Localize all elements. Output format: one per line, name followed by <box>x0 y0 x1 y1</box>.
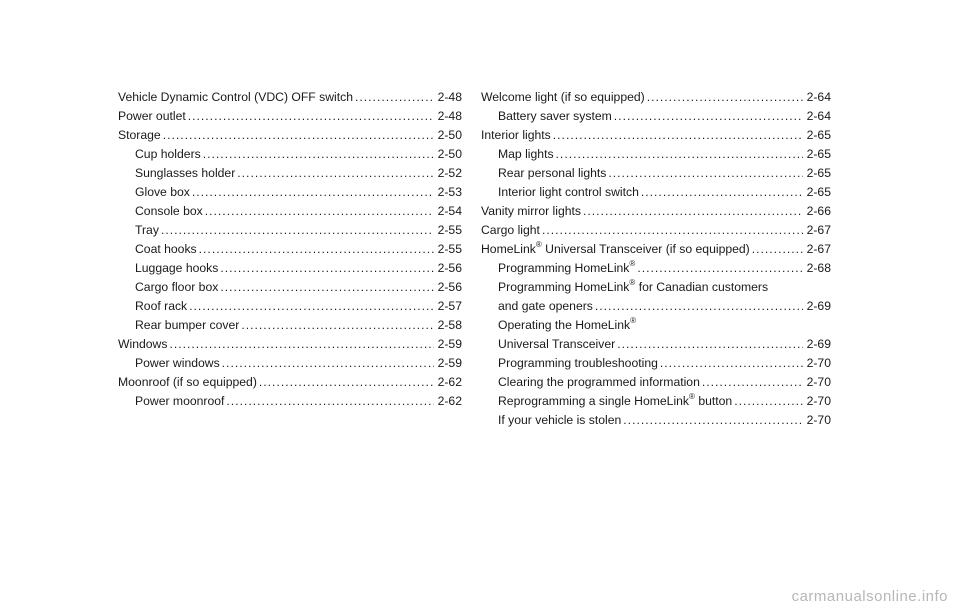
toc-entry-cargo-light[interactable]: Cargo light ..... 2-67 <box>481 221 831 240</box>
toc-entry[interactable]: Power outlet ..... 2-48 <box>118 107 462 126</box>
toc-subentry[interactable]: Power windows ..... 2-59 <box>118 354 462 373</box>
toc-left-column <box>118 88 462 411</box>
toc-entry[interactable]: Vehicle Dynamic Control (VDC) OFF switch ..... 2-48 <box>118 88 462 107</box>
toc-subentry[interactable]: Rear bumper cover ..... 2-58 <box>118 316 462 335</box>
toc-subentry-rear-personal-lights[interactable]: Rear personal lights ..... 2-65 <box>481 164 831 183</box>
page-number: 2-64 <box>806 109 831 123</box>
page-number: 2-66 <box>806 204 831 218</box>
page-number: 2-70 <box>806 356 831 370</box>
page-number: 2-70 <box>806 394 831 408</box>
page-number: 2-62 <box>437 375 462 389</box>
page-number: 2-54 <box>437 204 462 218</box>
toc-subentry-programming-homelink[interactable]: Programming HomeLink® ..... 2-68 <box>481 259 831 278</box>
page-number: 2-48 <box>437 90 462 104</box>
toc-entry-homelink[interactable]: HomeLink® Universal Transceiver (if so equipped) ..... 2-67 <box>481 240 831 259</box>
page-number: 2-59 <box>437 356 462 370</box>
page-number: 2-50 <box>437 147 462 161</box>
page-number: 2-65 <box>806 128 831 142</box>
toc-entry[interactable]: Moonroof (if so equipped) ..... 2-62 <box>118 373 462 392</box>
toc-entry-welcome-light[interactable]: Welcome light (if so equipped) ..... 2-64 <box>481 88 831 107</box>
toc-subentry-reprogramming-single[interactable]: Reprogramming a single HomeLink® button ..... 2-70 <box>481 392 831 411</box>
page-number: 2-56 <box>437 280 462 294</box>
page-number: 2-52 <box>437 166 462 180</box>
toc-subentry[interactable]: Cargo floor box ..... 2-56 <box>118 278 462 297</box>
toc-entry[interactable]: Storage ..... 2-50 <box>118 126 462 145</box>
toc-subentry[interactable]: Power moonroof ..... 2-62 <box>118 392 462 411</box>
page-number: 2-64 <box>806 90 831 104</box>
page-number: 2-70 <box>806 375 831 389</box>
page-number: 2-67 <box>806 223 831 237</box>
toc-subentry[interactable]: Sunglasses holder ..... 2-52 <box>118 164 462 183</box>
toc-entry-interior-lights[interactable]: Interior lights ..... 2-65 <box>481 126 831 145</box>
page-number: 2-56 <box>437 261 462 275</box>
toc-subentry-interior-light-control[interactable]: Interior light control switch ..... 2-65 <box>481 183 831 202</box>
watermark-text: carmanualsonline.info <box>791 588 948 605</box>
registered-mark: ® <box>689 391 695 401</box>
toc-subentry[interactable]: Luggage hooks ..... 2-56 <box>118 259 462 278</box>
toc-subentry-programming-troubleshooting[interactable]: Programming troubleshooting ..... 2-70 <box>481 354 831 373</box>
toc-subentry-battery-saver[interactable]: Battery saver system ..... 2-64 <box>481 107 831 126</box>
toc-subentry[interactable]: Roof rack ..... 2-57 <box>118 297 462 316</box>
page-number: 2-67 <box>806 242 831 256</box>
page-number: 2-55 <box>437 242 462 256</box>
toc-subentry-clearing-programmed[interactable]: Clearing the programmed information ..... 2-70 <box>481 373 831 392</box>
page-number: 2-65 <box>806 166 831 180</box>
toc-right-column <box>481 88 831 430</box>
toc-entry-vanity-mirror-lights[interactable]: Vanity mirror lights ..... 2-66 <box>481 202 831 221</box>
page-number: 2-53 <box>437 185 462 199</box>
page-number: 2-62 <box>437 394 462 408</box>
toc-subentry-map-lights[interactable]: Map lights ..... 2-65 <box>481 145 831 164</box>
page-number: 2-70 <box>806 413 831 427</box>
registered-mark: ® <box>629 258 636 268</box>
page-number: 2-59 <box>437 337 462 351</box>
page-number: 2-65 <box>806 185 831 199</box>
toc-subentry[interactable]: Cup holders ..... 2-50 <box>118 145 462 164</box>
registered-mark: ® <box>629 277 636 287</box>
toc-subentry-vehicle-stolen[interactable]: If your vehicle is stolen ..... 2-70 <box>481 411 831 430</box>
toc-subentry[interactable]: Glove box ..... 2-53 <box>118 183 462 202</box>
page-number: 2-58 <box>437 318 462 332</box>
page-number: 2-69 <box>806 337 831 351</box>
page-number: 2-57 <box>437 299 462 313</box>
toc-subentry[interactable]: Coat hooks ..... 2-55 <box>118 240 462 259</box>
toc-subentry-programming-canadian-line1[interactable]: Programming HomeLink® for Canadian customers <box>498 277 769 294</box>
page-number: 2-65 <box>806 147 831 161</box>
page-number: 2-50 <box>437 128 462 142</box>
toc-subentry-operating-homelink-line2[interactable]: Universal Transceiver ..... 2-69 <box>481 335 831 354</box>
page-number: 2-69 <box>806 299 831 313</box>
page-number: 2-68 <box>806 261 831 275</box>
registered-mark: ® <box>535 239 542 249</box>
registered-mark: ® <box>630 315 637 325</box>
toc-entry[interactable]: Windows ..... 2-59 <box>118 335 462 354</box>
toc-subentry-programming-canadian-line2[interactable]: and gate openers ..... 2-69 <box>481 297 831 316</box>
toc-subentry[interactable]: Tray ..... 2-55 <box>118 221 462 240</box>
toc-subentry-operating-homelink-line1[interactable]: Operating the HomeLink® <box>498 315 637 332</box>
page-number: 2-48 <box>437 109 462 123</box>
toc-subentry[interactable]: Console box ..... 2-54 <box>118 202 462 221</box>
page-number: 2-55 <box>437 223 462 237</box>
